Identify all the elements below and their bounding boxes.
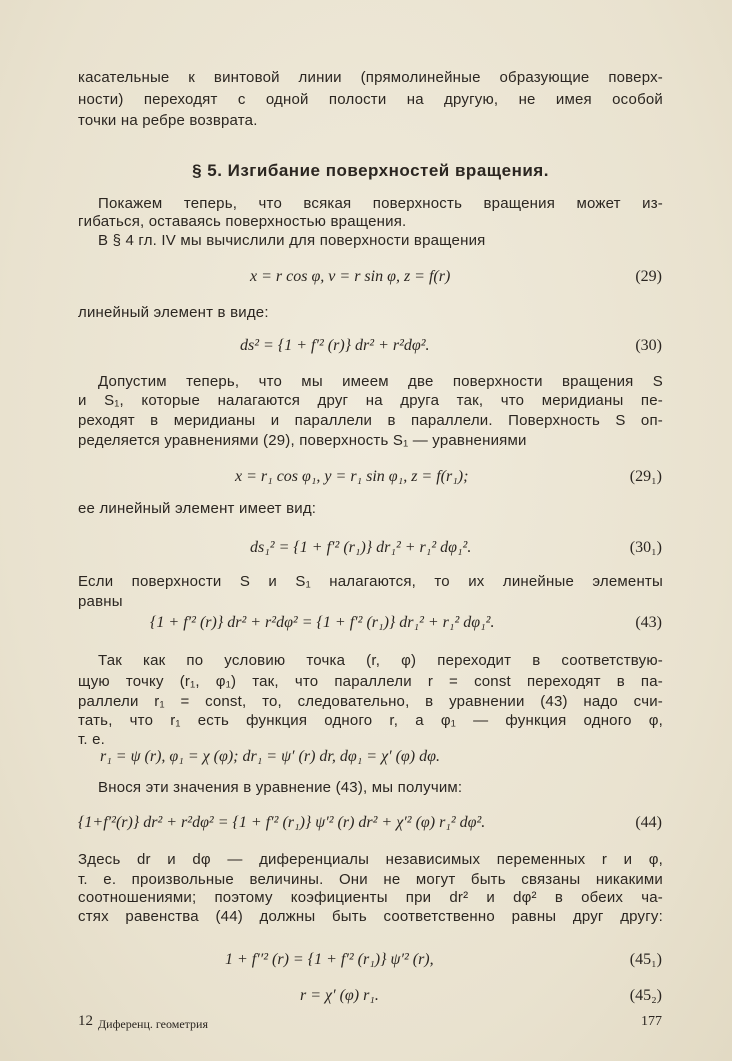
text-line: равны — [78, 593, 123, 610]
formula: 1 + f′′² (r) = {1 + f′² (r₁)} ψ′² (r), — [225, 951, 434, 968]
text-line: Здесь dr и dφ — диференциалы независимых переменных r и φ, — [78, 851, 663, 868]
footer-short-title: Диференц. геометрия — [98, 1017, 208, 1031]
text-line: Внося эти значения в уравнение (43), мы получим: — [98, 779, 463, 796]
text-line: гибаться, оставаясь поверхностью вращения. — [78, 213, 407, 230]
formula: {1+f′²(r)} dr² + r²dφ² = {1 + f′² (r₁)} ψ′² (r) dr² + χ′² (φ) r₁² dφ². — [78, 814, 486, 831]
formula: {1 + f′² (r)} dr² + r²dφ² = {1 + f′² (r₁)} dr₁² + r₁² dφ₁². — [150, 614, 495, 631]
equation-number: (43) — [635, 614, 662, 631]
text-line: и S₁, которые налагаются друг на друга так, что меридианы пе- — [78, 392, 663, 409]
text-line: стях равенства (44) должны быть соответственно равны друг другу: — [78, 908, 663, 925]
formula: x = r cos φ, v = r sin φ, z = f(r) — [250, 268, 451, 285]
footer-signature: 12 — [78, 1013, 93, 1029]
formula: r₁ = ψ (r), φ₁ = χ (φ); dr₁ = ψ′ (r) dr, dφ₁ = χ′ (φ) dφ. — [100, 748, 440, 765]
page-number: 177 — [641, 1014, 662, 1029]
equation-number: (45₂) — [629, 987, 662, 1004]
text-line: щую точку (r₁, φ₁) так, что параллели r = const переходят в па- — [78, 673, 663, 690]
text-line: т. е. — [78, 731, 106, 748]
text-line: соотношениями; поэтому коэфициенты при dr² и dφ² в обеих ча- — [78, 889, 663, 906]
text-line: Так как по условию точка (r, φ) переходит в соответствую- — [98, 652, 663, 669]
text-line: ределяется уравнениями (29), поверхность S₁ — уравнениями — [78, 432, 527, 449]
text-line: ее линейный элемент имеет вид: — [78, 500, 317, 517]
equation-number: (45₁) — [629, 951, 662, 968]
text-line: Допустим теперь, что мы имеем две поверхности вращения S — [98, 373, 663, 390]
text-line: Покажем теперь, что всякая поверхность вращения может из- — [98, 195, 663, 212]
text-line: линейный элемент в виде: — [78, 304, 269, 321]
text-line: реходят в меридианы и параллели в параллели. Поверхность S оп- — [78, 412, 663, 429]
equation-number: (30₁) — [629, 539, 662, 556]
formula: ds₁² = {1 + f′² (r₁)} dr₁² + r₁² dφ₁². — [250, 539, 472, 556]
formula: x = r₁ cos φ₁, y = r₁ sin φ₁, z = f(r₁); — [235, 468, 469, 485]
text-line: Если поверхности S и S₁ налагаются, то их линейные элементы — [78, 573, 663, 590]
text-line: касательные к винтовой линии (прямолинейные образующие поверх- — [78, 69, 663, 86]
formula: r = χ′ (φ) r₁. — [300, 987, 379, 1004]
text-line: раллели r₁ = const, то, следовательно, в уравнении (43) надо счи- — [78, 693, 663, 710]
formula: ds² = {1 + f′² (r)} dr² + r²dφ². — [240, 337, 430, 354]
text-line: тать, что r₁ есть функция одного r, а φ₁ — функция одного φ, — [78, 712, 663, 729]
section-heading: § 5. Изгибание поверхностей вращения. — [192, 161, 549, 180]
equation-number: (30) — [635, 337, 662, 354]
text-line: ности) переходят с одной полости на другую, не имея особой — [78, 91, 663, 108]
equation-number: (44) — [635, 814, 662, 831]
text-line: точки на ребре возврата. — [78, 112, 258, 129]
equation-number: (29) — [635, 268, 662, 285]
equation-number: (29₁) — [629, 468, 662, 485]
text-line: В § 4 гл. IV мы вычислили для поверхности вращения — [98, 232, 486, 249]
text-line: т. е. произвольные величины. Они не могут быть связаны никакими — [78, 871, 663, 888]
